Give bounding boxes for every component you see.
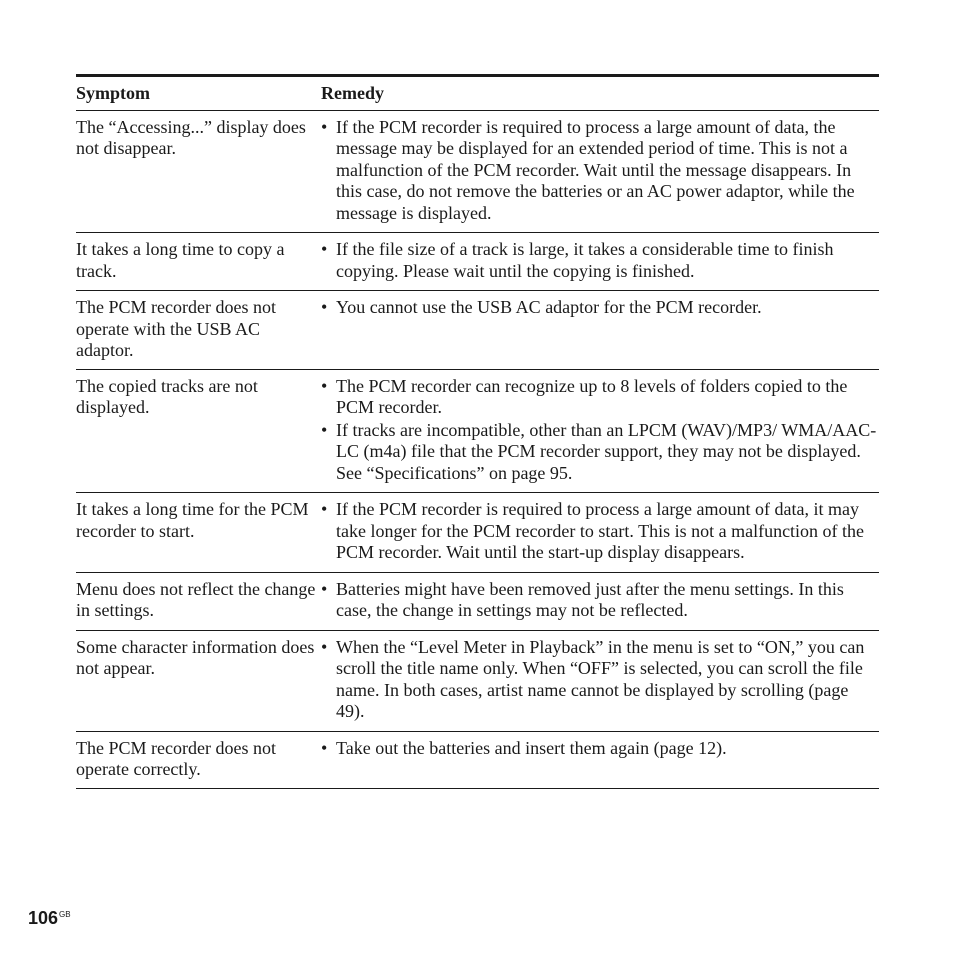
table-header [76, 77, 879, 111]
remedy-item: • Batteries might have been removed just after the menu settings. In this case, the change in settings may not be reflected. [321, 578, 844, 620]
table-row [76, 291, 879, 370]
remedy-item: • Take out the batteries and insert them again (page 12). [321, 737, 727, 758]
symptom-cell: Menu does not reflect the change in settings. [76, 578, 316, 620]
bullet-icon: • [321, 737, 328, 758]
symptom-cell: The copied tracks are not displayed. [76, 375, 258, 417]
remedy-cell [321, 499, 879, 565]
remedy-cell [321, 637, 879, 724]
bullet-icon: • [321, 578, 328, 599]
remedy-item: • If the PCM recorder is required to process a large amount of data, it may take longer for the PCM recorder to start. This is not a malfunction of the PCM recorder. Wait until the start-up display disappears. [321, 499, 865, 562]
page-number-value: 106 [28, 908, 59, 928]
remedy-item: • When the “Level Meter in Playback” in the menu is set to “ON,” you can scroll the title name only. When “OFF” is selected, you can scroll the file name. In both cases, artist name cannot be displayed by scrolling (page 49). [321, 636, 865, 721]
table-row [76, 370, 879, 494]
remedy-item: • If tracks are incompatible, other than an LPCM (WAV)/MP3/ WMA/AAC-LC (m4a) file that the PCM recorder support, they may not be displayed. See “Specifications” on page 95. [321, 419, 877, 483]
table-row [76, 573, 879, 631]
remedy-item: • If the PCM recorder is required to process a large amount of data, the message may be displayed for an extended period of time. This is not a malfunction of the PCM recorder. Wait until the message disappears. In this case, do not remove the batteries or an AC power adaptor, while the message is displayed. [321, 116, 855, 223]
remedy-cell [321, 117, 879, 226]
table-row [76, 111, 879, 234]
remedy-cell [321, 376, 879, 486]
bullet-icon: • [321, 375, 328, 396]
symptom-cell: The “Accessing...” display does not disappear. [76, 116, 306, 158]
table-row [76, 233, 879, 291]
bullet-icon: • [321, 239, 328, 259]
page-number [28, 908, 71, 929]
table-row [76, 493, 879, 573]
table-row [76, 732, 879, 789]
bullet-icon: • [321, 499, 328, 519]
bullet-icon: • [321, 297, 328, 317]
bullet-icon: • [321, 636, 328, 657]
symptom-cell: The PCM recorder does not operate correctly. [76, 737, 276, 779]
remedy-item: • The PCM recorder can recognize up to 8 levels of folders copied to the PCM recorder. [321, 375, 848, 417]
table-row [76, 631, 879, 732]
page-region-suffix: GB [59, 910, 71, 919]
symptom-cell: The PCM recorder does not operate with the USB AC adaptor. [76, 297, 276, 360]
symptom-cell: It takes a long time for the PCM recorder to start. [76, 499, 309, 541]
bullet-icon: • [321, 419, 328, 440]
remedy-cell [321, 239, 879, 283]
remedy-item: • You cannot use the USB AC adaptor for the PCM recorder. [321, 297, 762, 317]
remedy-cell [321, 738, 879, 781]
header-remedy: Remedy [321, 83, 384, 103]
symptom-cell: It takes a long time to copy a track. [76, 239, 285, 281]
troubleshooting-table [76, 74, 879, 789]
header-symptom: Symptom [76, 83, 151, 103]
bullet-icon: • [321, 116, 328, 137]
remedy-item: • If the file size of a track is large, it takes a considerable time to finish copying. Please wait until the copying is finished. [321, 239, 834, 281]
symptom-cell: Some character information does not appear. [76, 636, 315, 678]
remedy-cell [321, 579, 879, 623]
remedy-cell [321, 297, 879, 362]
